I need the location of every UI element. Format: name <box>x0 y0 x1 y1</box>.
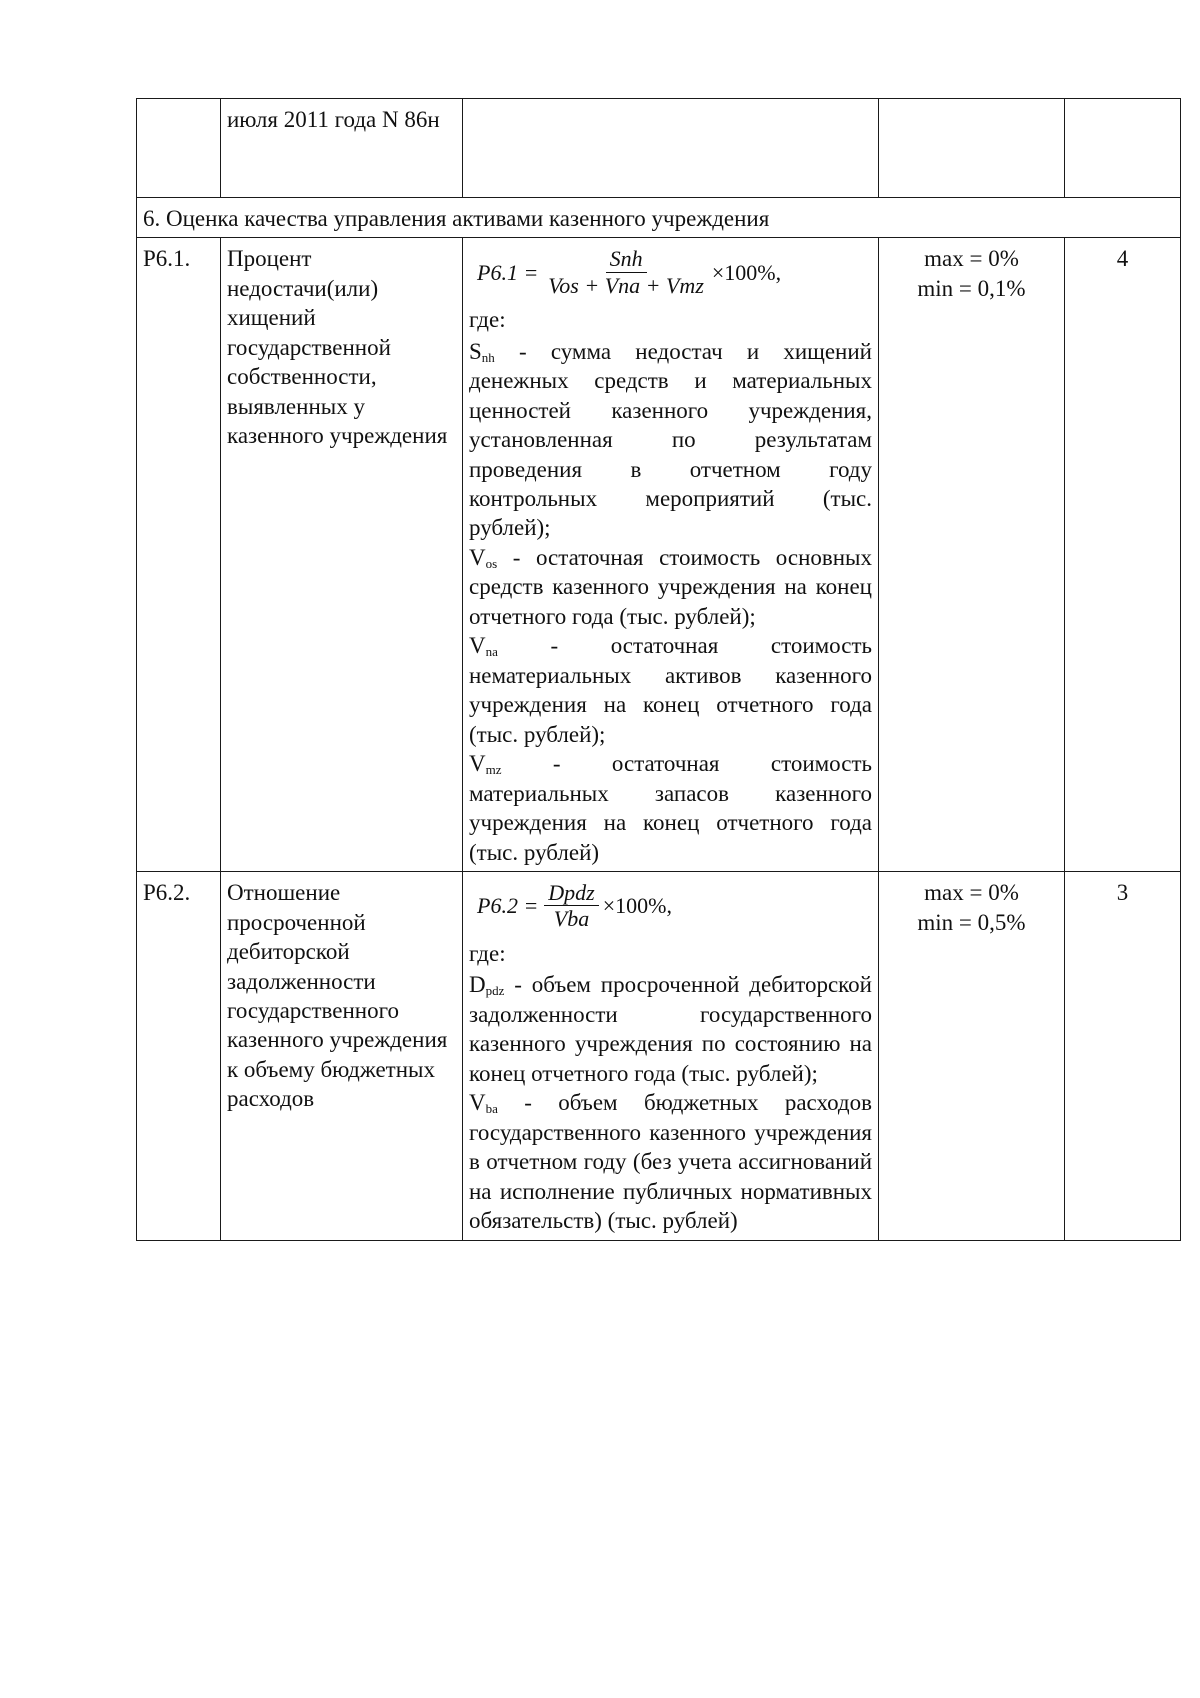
formula-numerator: Snh <box>606 246 647 272</box>
var-subscript: mz <box>485 762 502 778</box>
variable-definition <box>469 631 872 749</box>
indicator-code: P6.2. <box>137 872 221 1240</box>
var-symbol: V <box>469 1090 486 1116</box>
var-symbol: V <box>469 633 486 659</box>
variable-definition <box>469 1088 872 1235</box>
formula-denominator: Vos + Vna + Vmz <box>548 272 704 298</box>
limit-max: max = 0% <box>924 246 1019 272</box>
cell-empty <box>463 99 879 198</box>
limit-min: min = 0,1% <box>917 275 1026 301</box>
table-row <box>137 238 1181 872</box>
var-description: - остаточная стоимость материальных запасов казенного учреждения на конец отчетного года (тыс. рублей) <box>469 751 872 865</box>
var-symbol: D <box>469 972 486 998</box>
formula-numerator: Dpdz <box>544 880 598 906</box>
var-description: - сумма недостач и хищений денежных средств и материальных ценностей казенного учреждения, установленная по результатам проведения в отчетном году контрольных мероприятий (тыс. рублей); <box>469 338 872 541</box>
variable-definition <box>469 970 872 1088</box>
indicator-name: Процент недостачи(или) хищений государственной собственности, выявленных у казенного учреждения <box>221 238 463 872</box>
formula <box>477 246 872 299</box>
var-subscript: nh <box>481 349 495 365</box>
section-title: 6. Оценка качества управления активами казенного учреждения <box>137 198 1181 238</box>
table-row-continuation <box>137 99 1181 198</box>
formula <box>477 880 872 933</box>
variable-definition <box>469 749 872 867</box>
var-description: - объем просроченной дебиторской задолженности государственного казенного учреждения по состоянию на конец отчетного года (тыс. рублей); <box>469 972 872 1086</box>
section-heading-row <box>137 198 1181 238</box>
indicator-formula-cell <box>463 238 879 872</box>
formula-fraction <box>544 246 708 299</box>
cell-continued-text: июля 2011 года N 86н <box>221 99 463 198</box>
var-symbol: S <box>469 338 482 364</box>
cell-empty <box>137 99 221 198</box>
formula-tail: ×100%, <box>602 893 672 919</box>
table-row <box>137 872 1181 1240</box>
var-subscript: ba <box>485 1101 498 1117</box>
limit-max: max = 0% <box>924 880 1019 906</box>
indicator-limits <box>879 238 1065 872</box>
cell-empty <box>879 99 1065 198</box>
var-description: - объем бюджетных расходов государственного казенного учреждения в отчетном году (без учета ассигнований на исполнение публичных нормативных обязательств) (тыс. рублей) <box>469 1090 872 1234</box>
indicator-weight: 3 <box>1065 872 1181 1240</box>
indicator-code: P6.1. <box>137 238 221 872</box>
formula-fraction <box>544 880 598 933</box>
variable-definition <box>469 337 872 543</box>
cell-empty <box>1065 99 1181 198</box>
var-description: - остаточная стоимость нематериальных активов казенного учреждения на конец отчетного года (тыс. рублей); <box>469 633 872 747</box>
var-symbol: V <box>469 544 486 570</box>
indicator-name: Отношение просроченной дебиторской задолженности государственного казенного учреждения к объему бюджетных расходов <box>221 872 463 1240</box>
var-subscript: pdz <box>485 983 505 999</box>
var-subscript: na <box>485 644 498 660</box>
variable-definition <box>469 543 872 632</box>
var-subscript: os <box>485 555 498 571</box>
formula-tail: ×100%, <box>711 259 782 285</box>
indicator-weight: 4 <box>1065 238 1181 872</box>
var-description: - остаточная стоимость основных средств казенного учреждения на конец отчетного года (тыс. рублей); <box>469 544 872 629</box>
var-symbol: V <box>469 751 486 777</box>
formula-lhs: P6.1 = <box>477 259 539 285</box>
indicator-limits <box>879 872 1065 1240</box>
criteria-table <box>136 98 1181 1241</box>
formula-lhs: P6.2 = <box>477 893 539 919</box>
formula-denominator: Vba <box>553 906 590 932</box>
indicator-formula-cell <box>463 872 879 1240</box>
where-label: где: <box>469 940 506 966</box>
limit-min: min = 0,5% <box>917 909 1026 935</box>
where-label: где: <box>469 307 506 333</box>
